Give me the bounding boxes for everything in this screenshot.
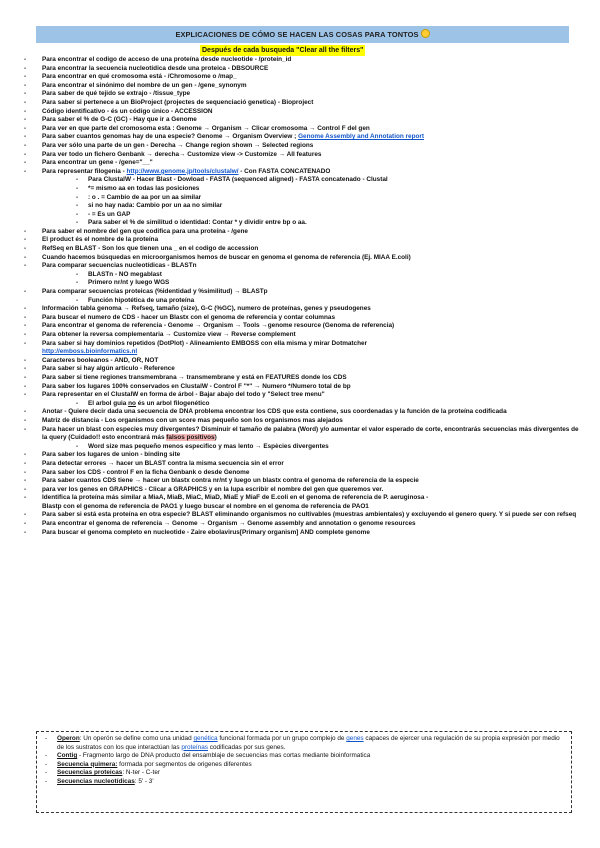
list-item: - Para saber si pertenece a un BioProject (projectes de sequenciació genetica) - Bioproject: [24, 98, 314, 106]
list-item: - Matriz de distancia - Los organismos con un score mas pequeño son los organismos mas alejados: [24, 416, 343, 424]
list-item: - Código identificativo - és un código único - ACCESSION: [24, 107, 213, 115]
list-item: - Para saber si está esta proteína en otra especie? BLAST eliminando organismos no cultivables (muestras ambientales) y excluyendo el genero query. Y si puede ser con refseq: [24, 511, 577, 519]
list-item: - Para representar filogenia - http://www.genome.jp/tools/clustalw/ - Con FASTA CONCATENADO: [24, 167, 331, 175]
definition-contig: - Contig - Fragmento largo de DNA producto del ensamblaje de secuencias mas cortas mediante bioinformatica: [45, 752, 371, 760]
list-item: - Para saber los lugares de union - binding site: [24, 451, 181, 459]
list-item: - Anotar - Quiere decir dada una secuencia de DNA problema encontrar los CDS que esta contiene, sus coordenadas y la función de la proteína codificada: [24, 408, 507, 416]
list-item: Blastp con el genoma de referencia de PAO1 y luego buscar el nombre en el genoma de referencia de PAO1: [42, 502, 369, 510]
sub-item: - BLASTn - NO megablast: [76, 270, 162, 278]
sub-item: - Para ClustalW - Hacer Blast - Dowload - FASTA (sequenced aligned) - FASTA concatenado - Clustal: [76, 176, 388, 184]
list-item: - para ver los genes en GRAPHICS - Clicar a GRAPHICS y en la lupa escribir el nombre del gen que queremos ver.: [24, 485, 384, 493]
list-item: - Cuando hacemos búsquedas en microorganismos hemos de buscar en genoma el genoma de referencia (Ej. MIAA E.coli): [24, 253, 411, 261]
sub-item: - Word size mas pequeño menos especifico y mas lento → Espècies divergentes: [76, 442, 329, 450]
emboss-link-row: [24, 348, 584, 357]
list-item: - Para encontrar el genoma de referencia → Genome → Organism → Genome assembly and annotation o genome resources: [24, 520, 416, 528]
list-item: - Para buscar el numero de CDS - hacer un Blastx con el genoma de referencia y contar columnas: [24, 313, 336, 321]
proteinas-link[interactable]: proteínas: [181, 743, 208, 751]
list-item: - Para ver en que parte del cromosoma esta : Genome → Organism → Clicar cromosoma → Control F del gen: [24, 124, 370, 132]
list-item: - Para buscar el genoma completo en nucleotide - Zaire ebolavirus[Primary organism] AND complete genome: [24, 528, 370, 536]
sub-item: - : o . = Cambio de aa por un aa similar: [76, 193, 202, 201]
definition-quimera: - Secuencia quimera: formada por segmentos de origenes diferentes: [45, 760, 252, 768]
list-item: - Identifica la proteína más similar a MiaA, MiaB, MiaC, MiaD, MiaE y MiaF de E.coli en el genoma de referencia de P. aeruginosa -: [24, 494, 429, 502]
genetica-link[interactable]: genética: [193, 735, 218, 742]
list-item: - Para ver todo un fichero Genbank → derecha→ Customize view -> Customize → All features: [24, 150, 322, 158]
title-text: EXPLICACIONES DE CÓMO SE HACEN LAS COSAS PARA TONTOS: [175, 30, 419, 39]
sub-item: - si no hay nada: Cambio por un aa no similar: [76, 202, 223, 210]
list-item: - Para ver sólo una parte de un gen - Derecha → Change region shown → Selected regions: [24, 141, 314, 149]
sub-item: - El arbol guia no és un arbol filogenético: [76, 399, 210, 407]
list-item: - Para saber los lugares 100% conservados en ClustalW - Control F "*" → Numero */Numero total de bp: [24, 382, 351, 390]
list-item: - Para encontrar un gene - /gene="__": [24, 159, 153, 167]
list-item: - Para hacer un blast con especies muy divergentes? Disminuir el tamaño de palabra (Word) y/o aumentar el valor esperado de corte, encontrarás secuencias más divergentes de la query (Cuidado!! esto encontrará más falsos positivos): [24, 425, 579, 442]
list-item: - Para comparar secuencias nucleotídicas - BLASTn: [24, 262, 197, 270]
list-item: - Para representar en el ClustalW en forma de árbol - Bajar abajo del todo y "Select tree menu": [24, 391, 325, 399]
list-item: - Para saber el % de G-C (GC) - Hay que ir a Genome: [24, 116, 197, 124]
page-title: [36, 26, 569, 43]
smiley-icon: [421, 29, 430, 38]
list-item: - Para saber los CDS - control F en la ficha Genbank o desde Genome: [24, 468, 250, 476]
genes-link[interactable]: genes: [346, 735, 364, 742]
list-item: - Para saber cuantos CDS tiene → hacer un blastx contra nr/nt y luego un blastx contra el genoma de referencia de la especie: [24, 477, 419, 485]
genome-assembly-link[interactable]: Genome Assembly and Annotation report: [298, 133, 425, 141]
list-item: - Para detectar errores → hacer un BLAST contra la misma secuencia sin el error: [24, 459, 284, 467]
list-item: - Para saber si tiene regiones transmembrana → transmembrane y está en FEATURES donde los CDS: [24, 373, 347, 381]
notes-list: [24, 56, 584, 537]
sub-item: - Primero nr/nt y luego WGS: [76, 279, 170, 287]
sub-item: - Función hipotética de una proteína: [76, 296, 195, 304]
list-item: - Para saber cuantos genomas hay de una especie? Genome → Organism Overview ; Genome Assembly and Annotation report: [24, 133, 425, 141]
list-item: - RefSeq en BLAST - Son los que tienen una _ en el codigo de accession: [24, 245, 259, 253]
list-item: - Para encontrar el genoma de referencia - Genome → Organism → Tools →genome resource (Genoma de referencia): [24, 322, 395, 330]
sub-item: - Para saber el % de similitud o identidad: Contar * y dividir entre bp o aa.: [76, 219, 307, 227]
list-item: - Información tabla genoma → Refseq, tamaño (size), G-C (%GC), numero de proteínas, genes y pseudogenes: [24, 305, 371, 313]
sub-item: - *= mismo aa en todas las posiciones: [76, 184, 200, 192]
list-item: - Para saber el nombre del gen que codifica para una proteína - /gene: [24, 227, 248, 235]
definitions-box: [36, 731, 572, 813]
list-item: - Para encontrar en qué cromosoma está - /Chromosome o /map_: [24, 73, 237, 81]
list-item: - Para encontrar la secuencia nucleotídica desde una proteica - DBSOURCE: [24, 64, 269, 72]
list-item: - Para obtener la reversa complementaria → Customize view → Reverse complement: [24, 331, 296, 338]
sub-item: - - = És un GAP: [76, 210, 131, 218]
list-item: - Caracteres booleanos - AND, OR, NOT: [24, 356, 159, 364]
list-item: - Para saber si hay algún articulo - Reference: [24, 365, 175, 373]
falsos-positivos-highlight: falsos positivos: [166, 434, 215, 442]
list-item: - Para encontrar el codigo de acceso de una proteína desde nucleotide - /protein_id: [24, 56, 292, 63]
emboss-link[interactable]: http://emboss.bioinformatics.nl: [42, 348, 138, 356]
definition-nucleotidicas: - Secuencias nucleotídicas: 5' - 3': [45, 777, 154, 785]
list-item: - Para encontrar el sinónimo del nombre de un gen - /gene_synonym: [24, 81, 247, 89]
highlighted-subtitle: Después de cada busqueda "Clear all the filters": [202, 47, 364, 54]
definition-operon: - Operon: Un operón se define como una unidad genética funcional formada por un grupo complejo de genes capaces de ejercer una regulación de su propia expresión por medio de los sustratos con los que interactúan las proteínas codificadas por sus genes.: [45, 735, 560, 751]
list-item: - Para saber de qué tejido se extrajo - /tissue_type: [24, 90, 191, 98]
clustalw-link[interactable]: http://www.genome.jp/tools/clustalw/: [126, 167, 239, 175]
list-item: - El product és el nombre de la proteína: [24, 236, 159, 244]
list-item: - Para saber si hay dominios repetidos (DotPlot) - Alineamiento EMBOSS con ella misma y mirar Dotmatcher: [24, 339, 368, 347]
definition-proteicas: - Secuencias proteicas: N-ter - C-ter: [45, 769, 161, 777]
list-item: - Para comparar secuencias proteicas (%identidad y %similitud) → BLASTp: [24, 288, 268, 296]
